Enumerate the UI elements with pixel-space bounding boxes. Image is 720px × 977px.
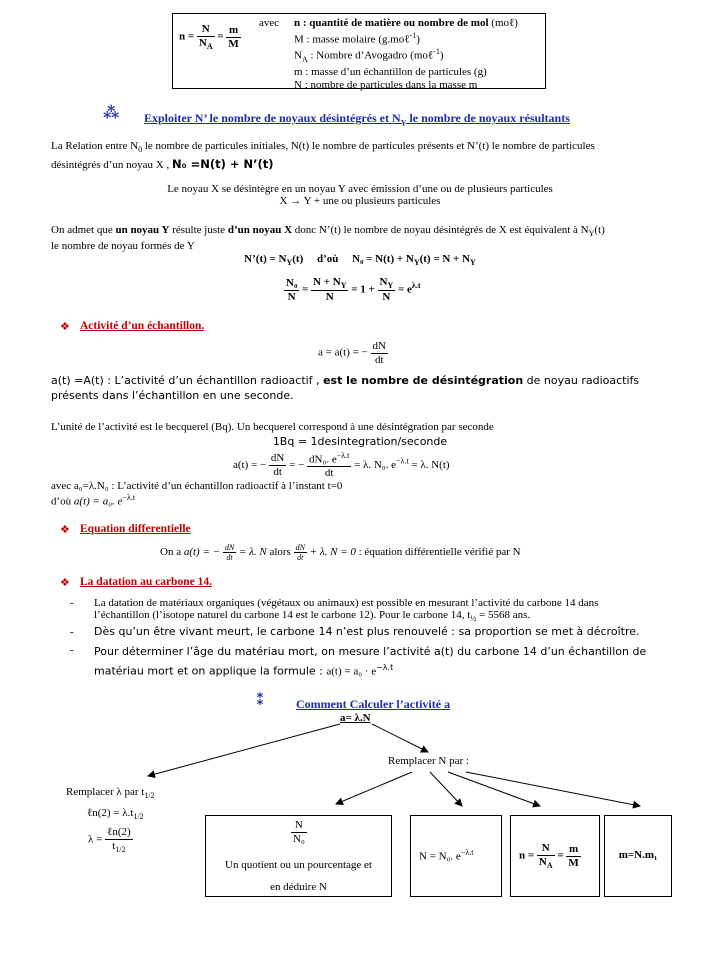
- p3-d: d’un noyau X: [227, 224, 293, 236]
- ln-sub: 1/2: [133, 812, 144, 822]
- admit-line2: le nombre de noyau formés de Y: [51, 240, 195, 253]
- formula-n-label: n =: [179, 30, 195, 43]
- a0-definition: avec a₀=λ.N₀ : L’activité d’un échantillon radioactif à l’instant t=0: [51, 480, 343, 492]
- def-M-exp: -1: [409, 30, 417, 40]
- line-formula1: a(t) = −: [183, 546, 221, 559]
- frac-num: N: [291, 819, 307, 833]
- left-label-sub: 1/2: [144, 791, 155, 801]
- line-a: On a: [160, 546, 182, 559]
- b3-line2a: matériau mort et on applique la formule :: [94, 664, 323, 678]
- eq3-d: = λ. N(t): [411, 459, 450, 471]
- lambda-a: λ =: [88, 833, 103, 846]
- box1-frac-wrap: [291, 819, 307, 845]
- box4-text: m=N.m₁: [618, 849, 658, 861]
- p1-c: désintégrés d’un noyau X ,: [51, 159, 170, 172]
- frac-den: N: [325, 291, 334, 304]
- section3-title: Equation differentielle: [80, 523, 191, 535]
- dou-sup: −λ.t: [122, 493, 136, 502]
- frac-num: N: [379, 276, 388, 288]
- box3-eq: =: [557, 849, 564, 862]
- def-b: est le nombre de désintégration: [323, 374, 524, 387]
- frac-num-sub: Y: [387, 281, 394, 291]
- bq-text: 1Bq = 1desintegration/seconde: [272, 435, 448, 448]
- box2-text: N = N₀. e: [419, 850, 461, 863]
- diamond-icon: ❖: [60, 321, 70, 333]
- b3-formula: a(t) = a₀ · e: [326, 665, 377, 678]
- section1-title-sub: Y: [400, 118, 407, 128]
- decay-line1: Le noyau X se désintègre en un noyau Y avec émission d’une ou de plusieurs particules: [167, 183, 553, 195]
- equation-ratio: $\frac{\text{N₀}}{N}$ = $\frac{N + N_Y}{N}$ = 1 + $\frac{N_Y}{N}$ = $e^{\lambda.t}$: [286, 276, 421, 304]
- frac-num-sup: −λ.t: [336, 451, 350, 460]
- box-quotient: [205, 815, 392, 897]
- unit-text: L’unité de l’activité est le becquerel (Bq). Un becquerel correspond à une désintégration par seconde: [51, 421, 494, 433]
- ln-a: ℓn(2) = λ.t: [87, 807, 134, 819]
- eq1-d: (t) = N + N: [419, 253, 471, 265]
- frac-num: m: [566, 843, 580, 857]
- def-n-bold: n : quantité de matière ou nombre de mol: [294, 17, 489, 29]
- frac-den: dt: [324, 467, 334, 480]
- root-formula: a= λ.N: [340, 712, 371, 724]
- eq1-c: N₀ = N(t) + N: [352, 253, 414, 265]
- bullet3-line1: Pour déterminer l’âge du matériau mort, on mesure l’activité a(t) du carbone 14 d’un échantillon de: [94, 645, 647, 658]
- box-moles: [510, 815, 600, 897]
- bullet2: Dès qu’un être vivant meurt, le carbone 14 n’est plus renouvelé : sa proportion se met à décroître.: [94, 625, 640, 638]
- frac-num: dN: [224, 543, 235, 552]
- frac-den-sub: A: [546, 860, 553, 870]
- def-NA-pre: N: [294, 49, 302, 62]
- frac-den-sub: 1/2: [115, 844, 126, 854]
- frac-num: dN: [372, 340, 386, 352]
- dou-a: d’où: [51, 495, 72, 508]
- eq-sign: =: [217, 30, 224, 43]
- b1-sub: ½: [470, 614, 477, 624]
- section2-title: Activité d’un échantillon.: [80, 320, 205, 332]
- frac-num-m: m: [226, 24, 240, 38]
- eq1-a: N’(t) = N: [244, 253, 287, 265]
- frac-den: N₀: [293, 832, 305, 845]
- eq-a: a = a(t) = −: [318, 346, 368, 359]
- box1-text: [206, 854, 391, 898]
- def-c: de noyau radioactifs: [526, 374, 640, 387]
- section1-title-a: Exploiter N’ le nombre de noyaux désintégrés et N: [144, 111, 401, 125]
- section4-title: La datation au carbone 14.: [80, 576, 212, 588]
- left-label-a: Remplacer λ par t: [66, 786, 145, 798]
- b1-line2b: = 5568 ans.: [476, 609, 531, 621]
- dou-formula: a(t) = a₀. e: [73, 495, 123, 508]
- lambda-equation: [88, 826, 133, 854]
- decay-line2: X → Y + une ou plusieurs particules: [279, 195, 441, 207]
- line-formula3: + λ. N = 0: [309, 546, 356, 559]
- frac-num: N₀: [286, 276, 298, 289]
- bullet-dash: -: [70, 626, 74, 638]
- section1-title-b: le nombre de noyaux résultants: [406, 111, 570, 125]
- frac-den: N: [538, 855, 547, 868]
- bullet-dash: -: [70, 644, 74, 656]
- box2-formula: [419, 848, 473, 863]
- arrow-box2: [430, 772, 462, 806]
- eq1-dou: d’où: [317, 253, 339, 265]
- star-icon: ⁑: [256, 692, 265, 709]
- frac-num: N + N: [313, 276, 341, 288]
- p1-formula: N₀ =N(t) + N’(t): [171, 157, 274, 172]
- eq3-c-sup: −λ.t: [396, 456, 409, 466]
- left-label: [66, 786, 155, 800]
- star-icon: ⁂: [103, 105, 120, 122]
- frac-ln2-t: [105, 826, 133, 854]
- arrow-box4: [466, 772, 640, 806]
- avec-label: avec: [259, 17, 280, 29]
- def-n-unit: (moℓ): [491, 17, 518, 29]
- p3-f: (t): [594, 224, 605, 236]
- b1-line2a: l’échantillon (l’isotope naturel du carbone 14 est le carbone 12). Pour le carbone 14, t: [94, 609, 471, 621]
- frac-den: N: [382, 291, 391, 304]
- def-a: a(t) =A(t) : L’activité d’un échantillon radioactif ,: [51, 374, 320, 387]
- eq3-b: = −: [289, 459, 305, 471]
- frac-num: dN: [270, 452, 285, 465]
- frac-num: dN₀. e: [309, 453, 337, 466]
- eq3-a: a(t) = −: [233, 459, 267, 471]
- eq1-b: (t): [292, 253, 304, 265]
- line-formula2: = λ. N: [238, 546, 267, 559]
- right-label: Remplacer N par :: [388, 755, 469, 767]
- eq2-exp: = e: [398, 283, 412, 296]
- box1-line1: Un quotient ou un pourcentage et: [225, 859, 372, 871]
- frac-den: dt: [297, 553, 304, 563]
- def-N: N : nombre de particules dans la masse m: [294, 78, 478, 91]
- eq2-one: = 1 +: [351, 283, 375, 296]
- frac-num: ℓn(2): [107, 826, 131, 838]
- frac-num: dN: [295, 543, 305, 552]
- arrow-left: [148, 724, 340, 776]
- p1-a: La Relation entre N: [51, 140, 139, 152]
- frac-den: dt: [374, 353, 384, 366]
- box1-line2: en déduire N: [270, 881, 327, 893]
- def-M-text: M : masse molaire (g.moℓ: [294, 33, 410, 46]
- diamond-icon: ❖: [60, 577, 70, 589]
- frac-N-NA-2: [537, 842, 555, 870]
- alors: alors: [269, 546, 291, 559]
- frac-N-N0: [291, 819, 307, 845]
- frac-den: dt: [226, 553, 233, 563]
- bullet-dash: -: [70, 597, 74, 609]
- frac-den-sub: A: [206, 41, 213, 51]
- frac-den: dt: [273, 465, 282, 478]
- p3-c: résulte juste: [172, 224, 226, 236]
- eq3-c: = λ. N₀. e: [354, 459, 397, 471]
- def-NA-exp: -1: [433, 46, 440, 56]
- p3-a: On admet que: [51, 224, 113, 236]
- arrow-right: [372, 724, 428, 752]
- frac-den: M: [568, 856, 579, 869]
- b3-sup: −λ.t: [376, 663, 394, 672]
- eq2-exp-sup: λ.t: [411, 280, 421, 290]
- section5-title: Comment Calculer l’activité a: [296, 697, 451, 711]
- frac-num: N: [537, 842, 555, 856]
- activity-def-line2: présents dans l’échantillon en une seconde.: [51, 389, 294, 402]
- p3-e: donc N’(t) le nombre de noyau désintégrés de X est équivalent à N: [294, 224, 589, 236]
- eq1-d-sub: Y: [470, 258, 476, 268]
- ln-equation: [87, 807, 144, 821]
- box-exponential: [410, 815, 502, 897]
- p3-b: un noyau Y: [115, 224, 170, 236]
- box-mass: [604, 815, 672, 897]
- def-NA-text: : Nombre d’Avogadro (moℓ: [307, 49, 434, 62]
- eq1-sub: Y: [286, 258, 293, 268]
- bullet1-line1: La datation de matériaux organiques (végétaux ou animaux) est possible en mesurant l’activité du carbone 14 dans: [94, 597, 599, 609]
- def-M-end: ): [416, 33, 420, 46]
- arrow-box1: [336, 772, 412, 804]
- p1-sub0: 0: [138, 145, 143, 155]
- p1-b: le nombre de particules initiales, N(t) le nombre de particules présents et N’(t) le nombre de particules: [142, 140, 595, 152]
- frac-num-sub: Y: [340, 281, 347, 291]
- box2-sup: −λ.t: [460, 848, 474, 857]
- line-end: : équation différentielle vérifié par N: [358, 546, 521, 559]
- box3-formula: [519, 842, 581, 870]
- frac-m-M-2: [566, 843, 580, 869]
- p3-sub: Y: [588, 229, 595, 239]
- frac-den: N: [287, 290, 296, 303]
- frac-den: N: [198, 36, 207, 49]
- def-NA-sub: A: [301, 54, 308, 64]
- diamond-icon: ❖: [60, 524, 70, 536]
- def-NA-end: ): [439, 49, 444, 62]
- frac-num: N: [197, 23, 215, 37]
- eq1-c-sub: Y: [413, 258, 420, 268]
- frac-den-M: M: [228, 37, 239, 50]
- box3-n: n =: [519, 849, 535, 862]
- def-m: m : masse d’un échantillon de particules (g): [294, 66, 487, 78]
- frac-den: t: [112, 839, 116, 852]
